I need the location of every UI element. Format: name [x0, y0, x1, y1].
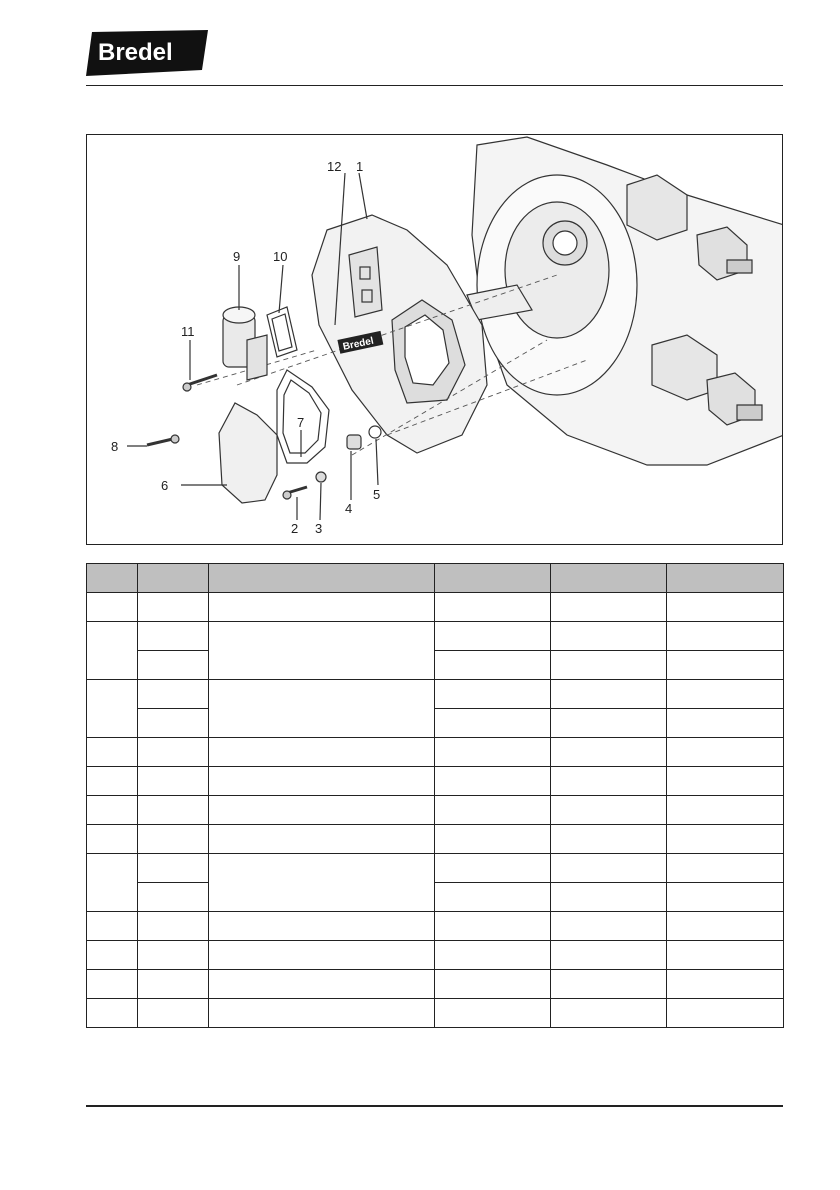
table-cell	[138, 970, 209, 999]
table-cell	[435, 709, 551, 738]
bredel-logo	[86, 30, 208, 76]
table-cell	[551, 709, 667, 738]
table-cell	[209, 767, 435, 796]
table-cell	[551, 912, 667, 941]
table-cell	[667, 854, 784, 883]
table-cell	[435, 825, 551, 854]
table-row	[87, 709, 784, 738]
table-cell	[209, 680, 435, 738]
table-cell	[667, 970, 784, 999]
table-cell	[667, 999, 784, 1028]
table-cell	[551, 854, 667, 883]
table-cell	[667, 651, 784, 680]
table-cell	[551, 796, 667, 825]
footer-rule	[86, 1105, 783, 1107]
table-cell	[435, 941, 551, 970]
table-cell	[209, 593, 435, 622]
table-cell	[209, 622, 435, 680]
table-row	[87, 796, 784, 825]
table-cell	[667, 738, 784, 767]
table-cell	[209, 970, 435, 999]
table-cell	[551, 651, 667, 680]
callout-3: 3	[315, 521, 323, 536]
table-cell	[435, 970, 551, 999]
table-cell	[667, 825, 784, 854]
table-cell	[138, 796, 209, 825]
table-cell	[138, 593, 209, 622]
table-cell	[435, 622, 551, 651]
table-cell	[667, 622, 784, 651]
cover-logo-text: Bredel	[341, 335, 375, 353]
table-row	[87, 680, 784, 709]
table-row	[87, 593, 784, 622]
table-cell	[138, 709, 209, 738]
table-cell	[209, 825, 435, 854]
callout-12: 12	[327, 159, 342, 174]
callout-8: 8	[111, 439, 119, 454]
table-row	[87, 767, 784, 796]
table-cell	[667, 767, 784, 796]
table-row	[87, 999, 784, 1028]
callout-7: 7	[297, 415, 305, 430]
table-cell	[87, 767, 138, 796]
table-cell	[87, 796, 138, 825]
table-row	[87, 854, 784, 883]
header-rule	[86, 85, 783, 86]
header-cell	[138, 564, 209, 593]
table-cell	[435, 651, 551, 680]
table-row	[87, 883, 784, 912]
table-cell	[667, 593, 784, 622]
table-cell	[551, 999, 667, 1028]
header-cell	[87, 564, 138, 593]
table-cell	[435, 912, 551, 941]
header-cell	[551, 564, 667, 593]
table-row	[87, 912, 784, 941]
callout-1: 1	[356, 159, 364, 174]
table-cell	[209, 912, 435, 941]
parts-table	[86, 563, 784, 1028]
header-cell	[435, 564, 551, 593]
table-cell	[87, 854, 138, 912]
table-cell	[667, 796, 784, 825]
table-cell	[87, 738, 138, 767]
callout-6: 6	[161, 478, 169, 493]
table-cell	[209, 738, 435, 767]
table-cell	[435, 883, 551, 912]
table-cell	[209, 796, 435, 825]
table-cell	[435, 767, 551, 796]
callout-4: 4	[345, 501, 353, 516]
callout-9: 9	[233, 249, 241, 264]
table-header-row	[87, 564, 784, 593]
table-cell	[87, 825, 138, 854]
callout-11: 11	[181, 324, 195, 339]
table-row	[87, 825, 784, 854]
table-cell	[87, 941, 138, 970]
table-cell	[87, 680, 138, 738]
callout-5: 5	[373, 487, 381, 502]
table-cell	[435, 738, 551, 767]
table-row	[87, 941, 784, 970]
table-cell	[138, 680, 209, 709]
table-cell	[209, 854, 435, 912]
table-cell	[551, 825, 667, 854]
table-cell	[667, 941, 784, 970]
table-cell	[87, 970, 138, 999]
exploded-view-figure	[86, 134, 783, 545]
table-cell	[209, 941, 435, 970]
table-cell	[667, 883, 784, 912]
table-row	[87, 651, 784, 680]
table-row	[87, 970, 784, 999]
logo-wordmark: Bredel	[98, 39, 173, 66]
table-cell	[551, 970, 667, 999]
table-cell	[138, 941, 209, 970]
table-cell	[551, 622, 667, 651]
table-cell	[551, 767, 667, 796]
callout-10: 10	[273, 249, 288, 264]
table-cell	[138, 622, 209, 651]
table-cell	[435, 680, 551, 709]
table-cell	[138, 738, 209, 767]
table-cell	[138, 825, 209, 854]
table-cell	[435, 999, 551, 1028]
header-cell	[667, 564, 784, 593]
table-cell	[138, 999, 209, 1028]
table-cell	[667, 709, 784, 738]
table-cell	[209, 999, 435, 1028]
table-cell	[551, 680, 667, 709]
table-cell	[667, 680, 784, 709]
table-cell	[551, 941, 667, 970]
table-cell	[138, 767, 209, 796]
table-cell	[435, 796, 551, 825]
table-row	[87, 622, 784, 651]
table-cell	[87, 999, 138, 1028]
table-cell	[551, 593, 667, 622]
table-cell	[87, 622, 138, 680]
table-cell	[551, 738, 667, 767]
table-cell	[138, 651, 209, 680]
table-cell	[551, 883, 667, 912]
table-cell	[138, 912, 209, 941]
table-cell	[138, 854, 209, 883]
table-cell	[87, 912, 138, 941]
table-cell	[435, 593, 551, 622]
table-row	[87, 738, 784, 767]
table-cell	[667, 912, 784, 941]
table-cell	[138, 883, 209, 912]
table-cell	[87, 593, 138, 622]
callout-2: 2	[291, 521, 299, 536]
header-cell	[209, 564, 435, 593]
table-cell	[435, 854, 551, 883]
